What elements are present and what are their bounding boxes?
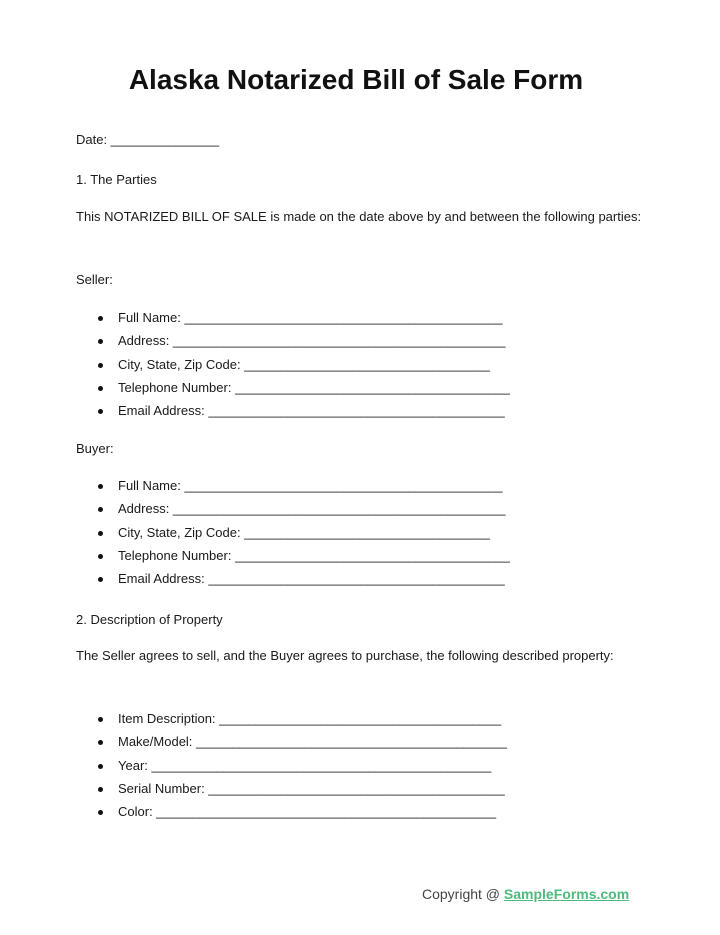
list-item	[0, 525, 510, 548]
bullet-icon	[98, 810, 103, 815]
bullet-icon	[98, 507, 103, 512]
list-item	[0, 571, 510, 594]
bullet-icon	[98, 339, 103, 344]
bullet-icon	[98, 787, 103, 792]
bullet-icon	[98, 363, 103, 368]
bullet-icon	[98, 531, 103, 536]
date-line: Date: _______________	[76, 132, 220, 147]
section-heading-parties: 1. The Parties	[76, 172, 157, 187]
copyright-prefix: Copyright @	[422, 886, 504, 902]
list-item	[0, 310, 510, 333]
list-item	[0, 380, 510, 403]
seller-fields-list	[0, 310, 510, 426]
seller-field-telephone: Telephone Number: ______________________________________	[118, 379, 510, 395]
list-item	[0, 734, 507, 757]
buyer-field-full-name: Full Name: ____________________________________________	[118, 478, 503, 493]
bullet-icon	[98, 764, 103, 769]
seller-field-email: Email Address: _________________________________________	[118, 403, 505, 419]
seller-field-full-name: Full Name: ____________________________________________	[118, 310, 503, 325]
seller-field-city-state-zip: City, State, Zip Code: __________________________________	[118, 356, 491, 372]
seller-label: Seller:	[76, 272, 113, 287]
brand-link[interactable]: SampleForms.com	[503, 886, 630, 902]
list-item	[0, 711, 507, 734]
buyer-field-telephone: Telephone Number: ______________________________________	[118, 547, 510, 563]
buyer-field-city-state-zip: City, State, Zip Code: __________________________________	[118, 524, 491, 540]
section-heading-property: 2. Description of Property	[76, 612, 223, 627]
property-fields-list	[0, 711, 507, 827]
buyer-field-address: Address: ______________________________________________	[118, 501, 506, 517]
property-field-color: Color: _______________________________________________	[118, 804, 497, 820]
property-intro: The Seller agrees to sell, and the Buyer agrees to purchase, the following described property:	[76, 648, 614, 663]
parties-intro: This NOTARIZED BILL OF SALE is made on the date above by and between the following parties:	[76, 209, 642, 224]
bullet-icon	[98, 386, 103, 391]
bullet-icon	[98, 409, 103, 414]
list-item	[0, 781, 507, 804]
list-item	[0, 501, 510, 524]
buyer-field-email: Email Address: _________________________________________	[118, 571, 505, 587]
list-item	[0, 403, 510, 426]
bullet-icon	[98, 484, 103, 489]
property-field-serial-number: Serial Number: _________________________________________	[118, 780, 505, 796]
list-item	[0, 333, 510, 356]
property-field-item-description: Item Description: _______________________________________	[118, 711, 502, 726]
buyer-label: Buyer:	[76, 441, 114, 456]
bullet-icon	[98, 577, 103, 582]
seller-field-address: Address: ______________________________________________	[118, 333, 506, 349]
list-item	[0, 548, 510, 571]
list-item	[0, 357, 510, 380]
bullet-icon	[98, 554, 103, 559]
list-item	[0, 478, 510, 501]
bullet-icon	[98, 717, 103, 722]
list-item	[0, 758, 507, 781]
property-field-make-model: Make/Model: ___________________________________________	[118, 734, 507, 750]
bullet-icon	[98, 316, 103, 321]
copyright-footer	[422, 886, 629, 902]
buyer-fields-list	[0, 478, 510, 594]
list-item	[0, 804, 507, 827]
page-title: Alaska Notarized Bill of Sale Form	[128, 64, 584, 95]
property-field-year: Year: _______________________________________________	[118, 757, 492, 773]
bullet-icon	[98, 740, 103, 745]
